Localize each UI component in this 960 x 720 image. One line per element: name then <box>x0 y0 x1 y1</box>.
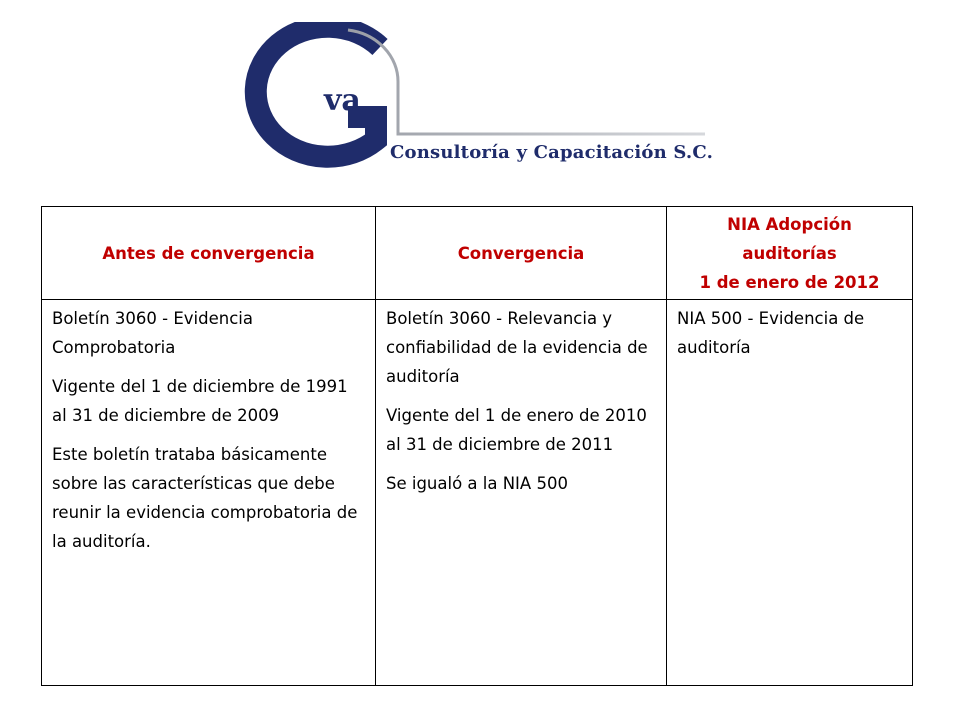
convergence-table <box>41 206 913 686</box>
paragraph: Se igualó a la NIA 500 <box>386 474 568 493</box>
paragraph: Boletín 3060 - Relevancia y confiabilidad de la evidencia de auditoría <box>386 309 648 386</box>
table-header-row <box>42 207 913 300</box>
paragraph: Este boletín trataba básicamente sobre las características que debe reunir la evidencia comprobatoria de la auditoría. <box>52 445 358 551</box>
cell-nia <box>667 300 913 686</box>
table-row <box>42 300 913 686</box>
company-logo <box>230 22 720 172</box>
cell-antes <box>42 300 376 686</box>
paragraph: Boletín 3060 - Evidencia Comprobatoria <box>52 309 253 357</box>
paragraph: Vigente del 1 de diciembre de 1991 al 31 de diciembre de 2009 <box>52 377 348 425</box>
company-name: Consultoría y Capacitación S.C. <box>390 142 714 163</box>
paragraph: Vigente del 1 de enero de 2010 al 31 de diciembre de 2011 <box>386 406 647 454</box>
header-antes: Antes de convergencia <box>42 207 376 300</box>
header-nia-adopcion: NIA Adopción auditorías 1 de enero de 2012 <box>667 207 913 300</box>
header-convergencia: Convergencia <box>376 207 667 300</box>
paragraph: NIA 500 - Evidencia de auditoría <box>677 309 865 357</box>
cell-convergencia <box>376 300 667 686</box>
logo-va-text: va <box>324 83 361 118</box>
